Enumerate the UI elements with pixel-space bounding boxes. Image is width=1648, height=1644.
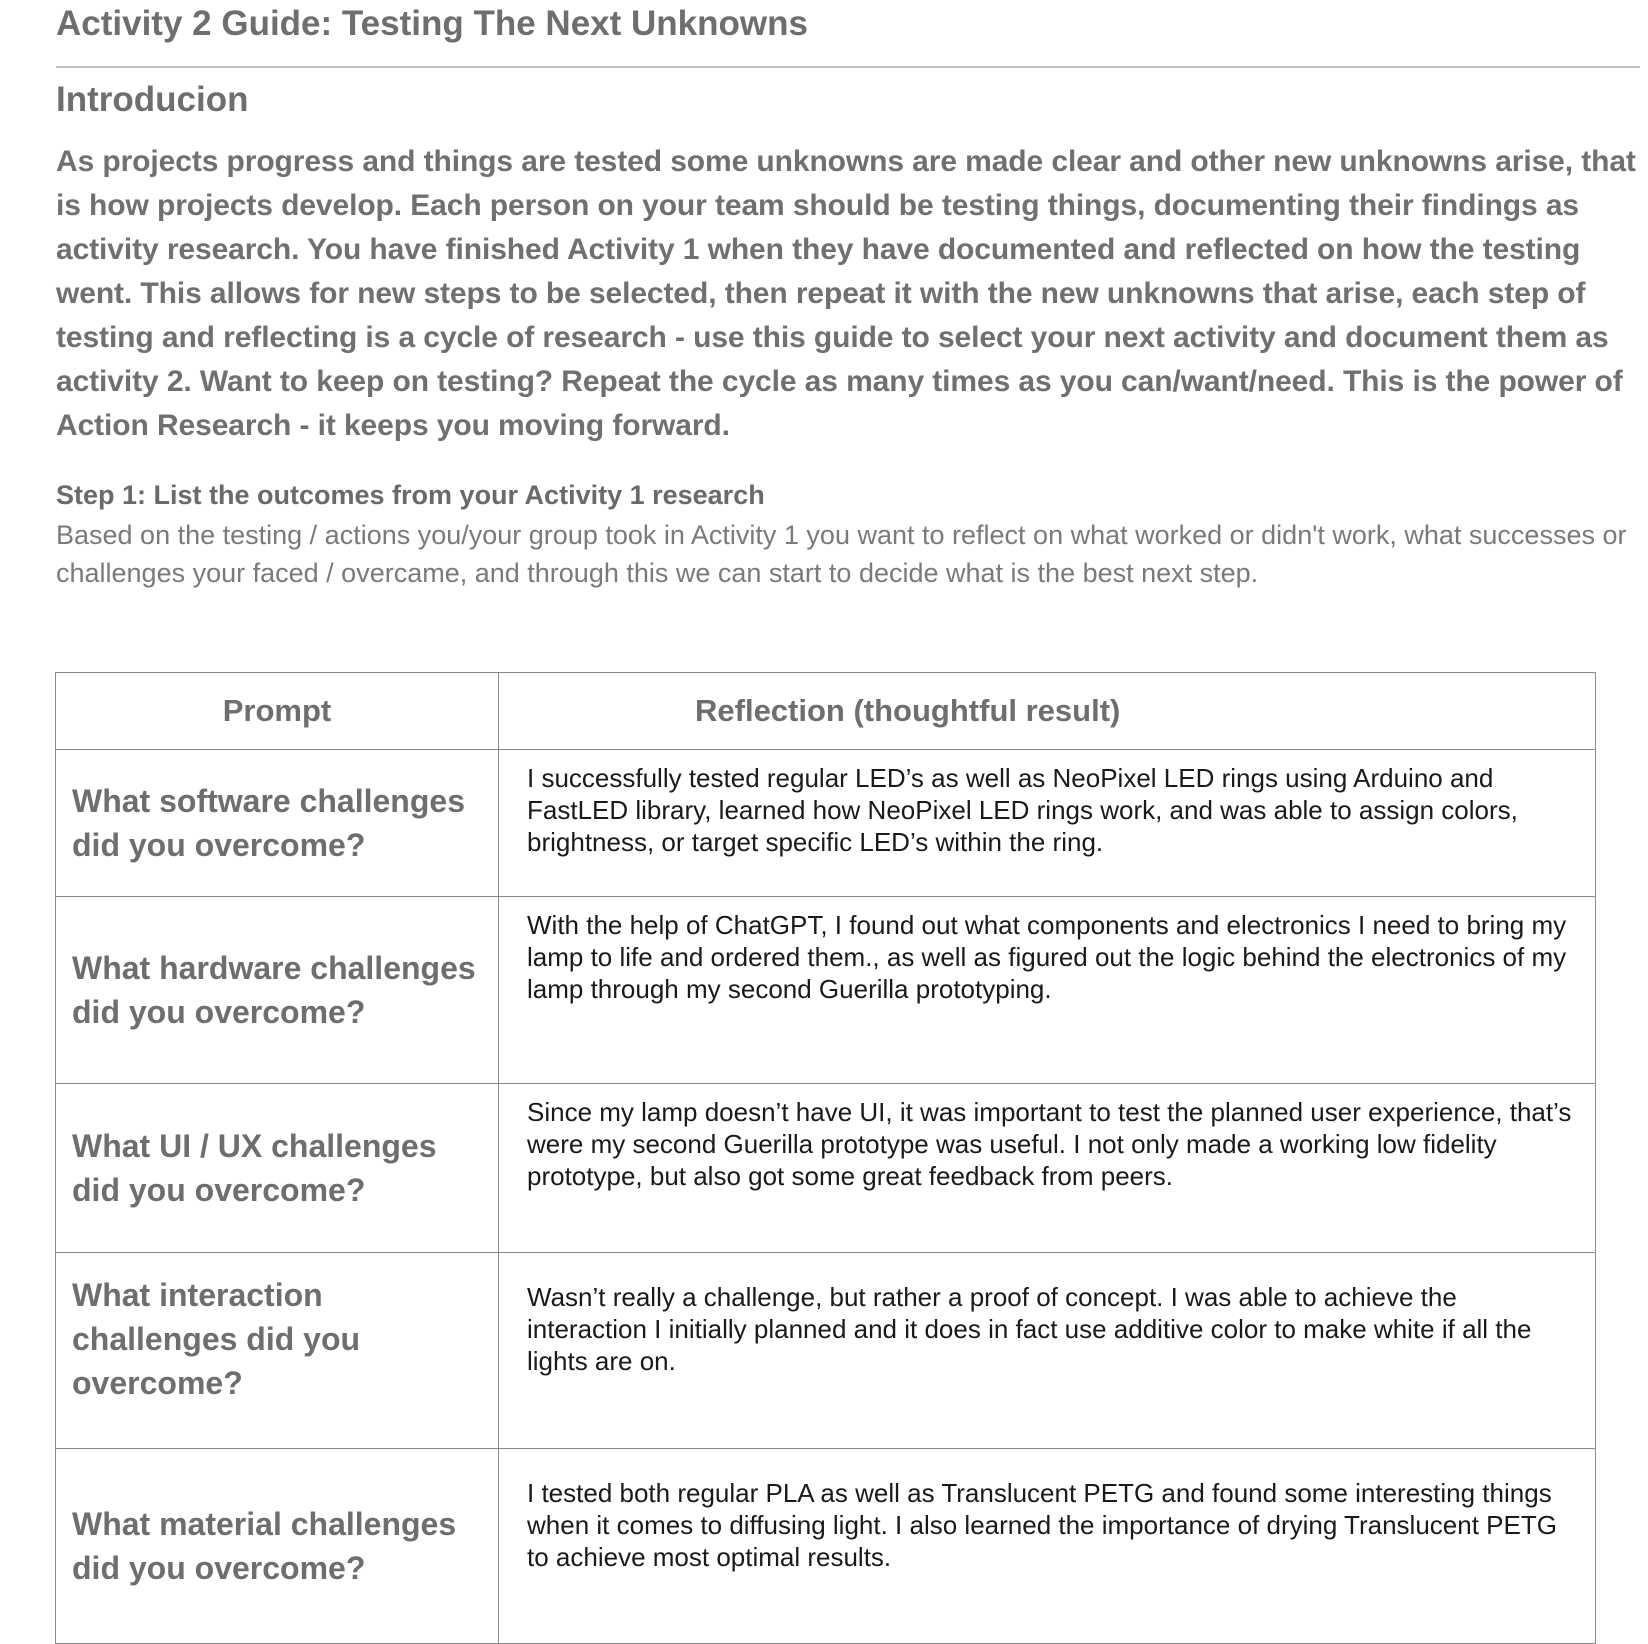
column-header-reflection: Reflection (thoughtful result) — [499, 673, 1596, 750]
prompt-cell-material: What material challenges did you overcome? — [56, 1449, 499, 1644]
prompt-cell-ui-ux: What UI / UX challenges did you overcome? — [56, 1084, 499, 1253]
step1-description: Based on the testing / actions you/your group took in Activity 1 you want to reflect on what worked or didn't work, what successes or challenges your faced / overcame, and through this we can start to decide what is the best next step. — [56, 520, 1627, 588]
step1-heading: Step 1: List the outcomes from your Activity 1 research — [56, 480, 765, 510]
title-divider — [56, 66, 1640, 68]
intro-paragraph: As projects progress and things are tested some unknowns are made clear and other new unknowns arise, that is how projects develop. Each person on your team should be testing things, documenting their findings as activity research. You have finished Activity 1 when they have documented and reflected on how the testing went. This allows for new steps to be selected, then repeat it with the new unknowns that arise, each step of testing and reflecting is a cycle of research - use this guide to select your next activity and document them as activity 2. Want to keep on testing? Repeat the cycle as many times as you can/want/need. This is the power of Action Research - it keeps you moving forward. — [56, 145, 1636, 442]
table-row — [56, 1253, 1596, 1449]
reflection-cell-hardware[interactable]: With the help of ChatGPT, I found out what components and electronics I need to bring my lamp to life and ordered them., as well as figured out the logic behind the electronics of my lamp through my second Guerilla prototyping. — [499, 897, 1596, 1084]
column-header-prompt: Prompt — [56, 673, 499, 750]
reflection-cell-ui-ux[interactable]: Since my lamp doesn’t have UI, it was important to test the planned user experience, that’s were my second Guerilla prototype was useful. I not only made a working low fidelity prototype, but also got some great feedback from peers. — [499, 1084, 1596, 1253]
table-row — [56, 1449, 1596, 1644]
reflection-table — [55, 672, 1596, 1644]
page-title: Activity 2 Guide: Testing The Next Unknowns — [56, 4, 808, 43]
table-row — [56, 750, 1596, 897]
intro-heading: Introducion — [56, 80, 249, 119]
reflection-cell-material[interactable]: I tested both regular PLA as well as Translucent PETG and found some interesting things when it comes to diffusing light. I also learned the importance of drying Translucent PETG to achieve most optimal results. — [499, 1449, 1596, 1644]
reflection-cell-interaction[interactable]: Wasn’t really a challenge, but rather a proof of concept. I was able to achieve the interaction I initially planned and it does in fact use additive color to make white if all the lights are on. — [499, 1253, 1596, 1449]
table-row — [56, 897, 1596, 1084]
prompt-cell-interaction: What interaction challenges did you overcome? — [56, 1253, 499, 1449]
prompt-cell-hardware: What hardware challenges did you overcome? — [56, 897, 499, 1084]
table-header-row — [56, 673, 1596, 750]
table-row — [56, 1084, 1596, 1253]
prompt-cell-software: What software challenges did you overcome? — [56, 750, 499, 897]
reflection-cell-software[interactable]: I successfully tested regular LED’s as well as NeoPixel LED rings using Arduino and FastLED library, learned how NeoPixel LED rings work, and was able to assign colors, brightness, or target specific LED’s within the ring. — [499, 750, 1596, 897]
